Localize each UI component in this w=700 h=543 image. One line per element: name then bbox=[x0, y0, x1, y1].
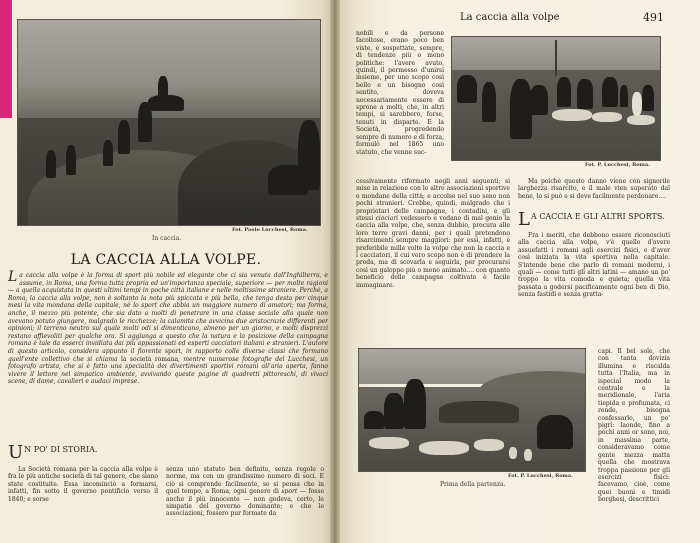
storia-col-2 bbox=[166, 466, 324, 518]
section-heading-text-2: A CACCIA E GLI ALTRI SPORTS. bbox=[530, 212, 665, 221]
storia-col-1: La Società romana per la caccia alla volpe è fra le più antiche società di tal genere, che siano state costituite. Essa incominciò a formarsi, infatti, fin sotto il governo pontificio verso il 1840; e sorse bbox=[8, 466, 158, 503]
section-heading-sports bbox=[518, 209, 665, 230]
photo-in-caccia bbox=[17, 19, 321, 226]
page-number: 491 bbox=[643, 11, 664, 24]
intro-text-italic-4: mentre numerose fotografie del Lucchesi, un fotografo artista, che si è fatto una specialità dei divertimenti sportivi romani all'aria aperta, fanno vivere il lettore nel simpatico ambiente, avvivando queste pagine di quadretti pittoreschi, di vivaci scene, di dame, cavalieri e audaci imprese. bbox=[8, 355, 328, 386]
photo-credit-top-right: Fot. P. Lucchesi, Roma. bbox=[585, 162, 650, 168]
storia-col-2-text-a: senza uno statuto ben definito, senza regole o norme, ma con un grandissimo numero di soci. E ciò si comprende facilmente, se si pensa che in quel tempo, a Roma, ogni genere di bbox=[166, 466, 324, 496]
book-spine bbox=[330, 0, 340, 543]
section-heading-text: N PO' DI STORIA. bbox=[24, 445, 98, 454]
photo-hounds-gathering bbox=[451, 36, 661, 161]
sports-narrow-column: capi. Il bel sole, che con tanta dovizia illumina e riscalda tutta l'Italia, ma in ispecial modo la centrale e la meridionale, l'aria tiepida e profumata, ci rende, bisogna confessarlo, un po' pigri: laonde, fino a pochi anni or sono, noi, in massima parte, consideravamo come gente mezza matta quella che mostrava troppa passione per gli esercizi fisici: facevamo, cioè, come quei buoni e timidi borghesi, descrittici bbox=[598, 348, 670, 504]
section-drop-cap: U bbox=[8, 442, 24, 463]
photo-caption-bottom: Prima della partenza. bbox=[440, 481, 506, 488]
intro-paragraph bbox=[8, 269, 328, 386]
narrow-column-top: nobili e da persone facoltose, erano poco ben viste, e sospettate, sempre, di tendenze più o meno politiche: l'avere avuto, quindi, il permesso d'unirsi insieme, per uno scopo così bello e un bisogno così sentito, doveva necessariamente essere di sprone a molti, che, in altri tempi, si sarebbero, forse, tenuti in disparte. E la Società, progredendo sempre di numero e di forza, formulò nel 1865 uno statuto, che venne suc- bbox=[356, 30, 444, 156]
storia-col-2-emphasis: sport bbox=[281, 488, 298, 496]
right-col-left-text-a: cessivamente riformato negli anni seguenti; si mise in relazione con le altre associazioni sportive e mondane della città; e accolse nel suo seno non pochi stranieri. Crebbe, quindi, malgrado che i proprietari delle campagne, i contadini, e gli stessi bbox=[356, 178, 510, 223]
drop-cap: L bbox=[8, 269, 18, 285]
section-heading-storia bbox=[8, 442, 98, 463]
right-col-right-intro: Ma poichè questo danno viene con signorile larghezza risarcito, e il male vien superato dal bene, lo si può e si deve facilmente perdonare.... bbox=[518, 178, 670, 200]
intro-italic-text: a caccia alla volpe è la forma di sport più nobile ed elegante che ci sia venuta dall'Inghilterra, e assume, in Roma, una forma tutta propria ed un'importanza speciale, superiore — per molte ragioni — a quella acquistata in questi ultimi tempi in poche città italiane e nelle moltissime straniere. Perchè, a Roma, la caccia alla volpe, non è soltanto la nota più spiccata e più bella, che tenga desta per cinque mesi la vita mondana della capitale, nè lo sport che abbia un maggiore numero di amatori; ma forma, anche, il mezzo più potente, che sia dato a molti di penetrare in una classe sociale alla quale non avevano potuto giungere, malgrado le ricchezze; la calamita che avvicina due aristocrazie differenti per opinioni; il terreno neutro sul quale molti odi si dimenticano, almeno per un giorno, e molti disprezzi restano affievoliti per qualche ora. Si aggiunga a questo che la natura e la posizione della campagna romana è tale da esserci invidiata dai più appassionati ed esperti cacciatori italiani e stranieri. L'autore di questo articolo, considera appunto il fiorente bbox=[8, 272, 328, 355]
right-col-left-emphasis: ciociari bbox=[375, 215, 399, 223]
intro-text-italic-2: in rapporto colle diverse classi che formano quell'ente collettivo che si chiama bbox=[8, 347, 328, 363]
photo-credit: Fot. Paolo Lucchesi, Roma. bbox=[232, 227, 308, 233]
sports-paragraph: Fra i meriti, che debbono essere riconosciuti alla caccia alla volpe, v'è quello d'avere assuefatti i romani agli esercizi fisici, e d'aver così iniziata la vita sportiva nella capitale. S'intende bene che parlo di romani moderni, i quali — come tutti gli altri latini — amano un po' troppo la vita comoda e quieta; quella vita passata a godersi pacificamente ogni ben di Dio, senza fastidi e senza gratta- bbox=[518, 232, 670, 299]
running-head: La caccia alla volpe bbox=[460, 12, 560, 23]
right-col-left-text bbox=[356, 178, 510, 289]
storia-col-2-text-b: — fosse anche il più innocente — non godeva, certo, le simpatie del governo dominante; e che le associazioni, fossero pur formate da bbox=[166, 488, 324, 518]
photo-credit-bottom: Fot. P. Lucchesi, Roma. bbox=[508, 473, 573, 479]
intro-text-roman-1: sport, bbox=[164, 347, 186, 355]
photo-caption: In caccia. bbox=[152, 235, 182, 242]
article-title: LA CACCIA ALLA VOLPE. bbox=[70, 252, 262, 268]
right-col-left-text-b: vedessero e vedano di mal genio la caccia alla volpe, che, senza dubbio, procura alle loro terre gravi danni, per i quali pretendono risarcimenti sempre maggiori: per essi, infatti, è preferibile mille volte la volpe che non la caccia e i cacciatori, il cui vero scopo non è di prendere la preda, ma di scovarla e seguirla, per procurarsi così un galoppo più o meno animato.... con quanto beneficio delle campagne coltivate è facile immaginare. bbox=[356, 215, 510, 289]
intro-text-roman-3: la società romana, bbox=[121, 355, 184, 363]
section-drop-cap-2: L bbox=[518, 209, 530, 230]
pink-bookmark-tab bbox=[0, 0, 12, 118]
photo-prima-della-partenza bbox=[358, 348, 586, 472]
